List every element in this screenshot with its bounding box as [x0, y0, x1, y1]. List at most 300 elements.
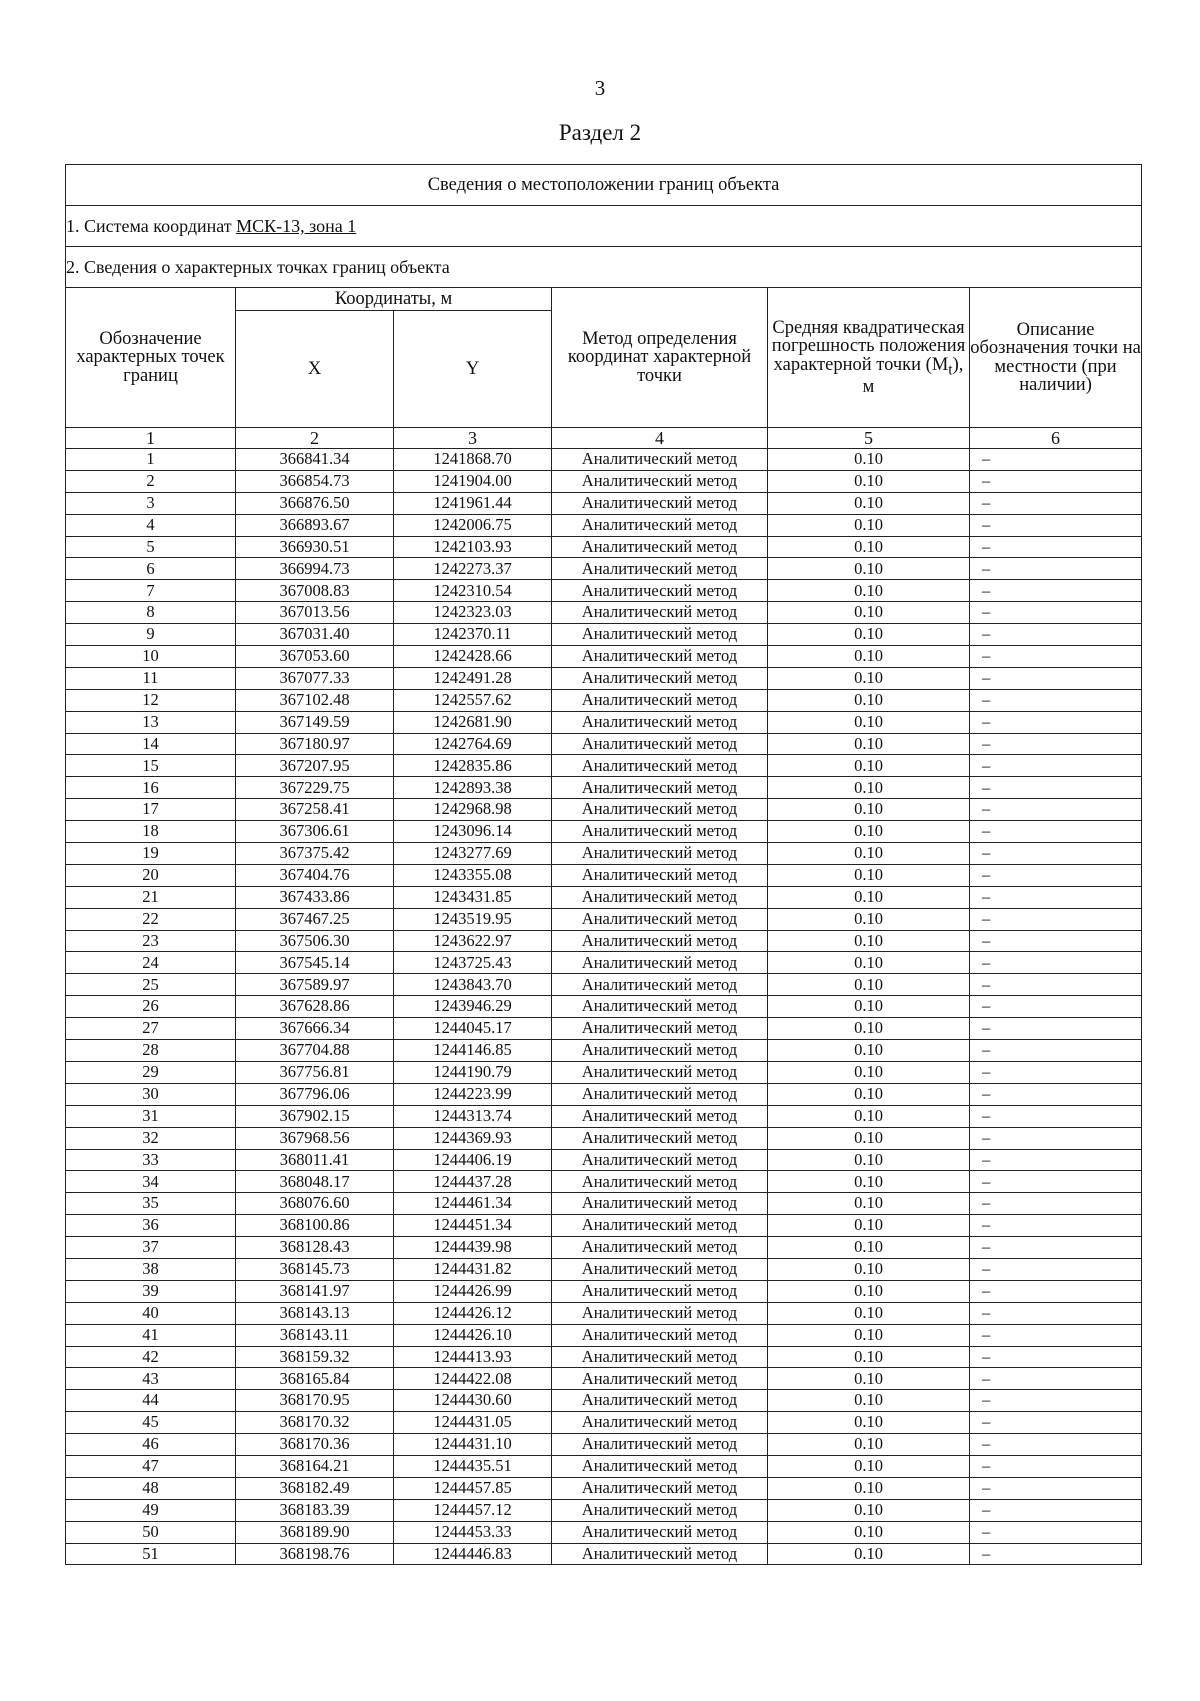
y-coordinate-cell: 1242835.86 — [394, 755, 552, 777]
table-row — [66, 602, 1142, 624]
error-cell: 0.10 — [768, 602, 970, 624]
table-row — [66, 558, 1142, 580]
method-cell: Аналитический метод — [552, 843, 768, 865]
y-coordinate-cell: 1241961.44 — [394, 492, 552, 514]
error-cell: 0.10 — [768, 689, 970, 711]
error-cell: 0.10 — [768, 1237, 970, 1259]
method-cell: Аналитический метод — [552, 930, 768, 952]
description-cell: – — [970, 1390, 1142, 1412]
point-number-cell: 48 — [66, 1477, 236, 1499]
y-coordinate-cell: 1242968.98 — [394, 799, 552, 821]
y-coordinate-cell: 1244406.19 — [394, 1149, 552, 1171]
x-coordinate-cell: 367666.34 — [236, 1018, 394, 1040]
x-coordinate-cell: 367258.41 — [236, 799, 394, 821]
error-cell: 0.10 — [768, 974, 970, 996]
method-cell: Аналитический метод — [552, 1193, 768, 1215]
error-cell: 0.10 — [768, 1193, 970, 1215]
error-cell: 0.10 — [768, 952, 970, 974]
y-coordinate-cell: 1242681.90 — [394, 711, 552, 733]
point-number-cell: 33 — [66, 1149, 236, 1171]
method-cell: Аналитический метод — [552, 580, 768, 602]
x-coordinate-cell: 368141.97 — [236, 1280, 394, 1302]
y-coordinate-cell: 1244045.17 — [394, 1018, 552, 1040]
x-coordinate-cell: 367102.48 — [236, 689, 394, 711]
point-number-cell: 30 — [66, 1083, 236, 1105]
error-cell: 0.10 — [768, 755, 970, 777]
error-cell: 0.10 — [768, 1543, 970, 1565]
description-cell: – — [970, 1193, 1142, 1215]
x-coordinate-cell: 367968.56 — [236, 1127, 394, 1149]
method-cell: Аналитический метод — [552, 1018, 768, 1040]
method-cell: Аналитический метод — [552, 1368, 768, 1390]
x-coordinate-cell: 366876.50 — [236, 492, 394, 514]
method-cell: Аналитический метод — [552, 1434, 768, 1456]
point-number-cell: 22 — [66, 908, 236, 930]
y-coordinate-cell: 1244422.08 — [394, 1368, 552, 1390]
method-cell: Аналитический метод — [552, 1040, 768, 1062]
column-number: 6 — [970, 428, 1142, 449]
y-coordinate-cell: 1242893.38 — [394, 777, 552, 799]
error-cell: 0.10 — [768, 1018, 970, 1040]
description-cell: – — [970, 646, 1142, 668]
x-coordinate-cell: 368143.13 — [236, 1302, 394, 1324]
error-cell: 0.10 — [768, 1434, 970, 1456]
table-row — [66, 536, 1142, 558]
method-cell: Аналитический метод — [552, 1455, 768, 1477]
table-row — [66, 777, 1142, 799]
point-number-cell: 47 — [66, 1455, 236, 1477]
y-coordinate-cell: 1244369.93 — [394, 1127, 552, 1149]
y-coordinate-cell: 1244431.10 — [394, 1434, 552, 1456]
table-row — [66, 952, 1142, 974]
y-coordinate-cell: 1244430.60 — [394, 1390, 552, 1412]
y-coordinate-cell: 1241868.70 — [394, 449, 552, 471]
y-coordinate-cell: 1243355.08 — [394, 864, 552, 886]
error-cell: 0.10 — [768, 1412, 970, 1434]
description-cell: – — [970, 449, 1142, 471]
point-number-cell: 34 — [66, 1171, 236, 1193]
table-row — [66, 1105, 1142, 1127]
point-number-cell: 24 — [66, 952, 236, 974]
method-cell: Аналитический метод — [552, 689, 768, 711]
method-cell: Аналитический метод — [552, 1477, 768, 1499]
coordinate-system-value: МСК-13, зона 1 — [236, 216, 357, 236]
table-row — [66, 1477, 1142, 1499]
method-cell: Аналитический метод — [552, 1543, 768, 1565]
y-coordinate-cell: 1241904.00 — [394, 470, 552, 492]
header-description: Описание обозначения точки на местности (при наличии) — [970, 288, 1142, 428]
point-number-cell: 41 — [66, 1324, 236, 1346]
description-cell: – — [970, 1346, 1142, 1368]
description-cell: – — [970, 1061, 1142, 1083]
x-coordinate-cell: 368198.76 — [236, 1543, 394, 1565]
x-coordinate-cell: 366841.34 — [236, 449, 394, 471]
error-cell: 0.10 — [768, 821, 970, 843]
point-number-cell: 4 — [66, 514, 236, 536]
table-row — [66, 908, 1142, 930]
description-cell: – — [970, 536, 1142, 558]
table-row — [66, 1149, 1142, 1171]
y-coordinate-cell: 1244446.83 — [394, 1543, 552, 1565]
error-cell: 0.10 — [768, 667, 970, 689]
point-number-cell: 20 — [66, 864, 236, 886]
description-cell: – — [970, 1149, 1142, 1171]
column-number: 1 — [66, 428, 236, 449]
description-cell: – — [970, 1434, 1142, 1456]
x-coordinate-cell: 368076.60 — [236, 1193, 394, 1215]
column-number: 2 — [236, 428, 394, 449]
error-cell: 0.10 — [768, 536, 970, 558]
error-cell: 0.10 — [768, 1390, 970, 1412]
description-cell: – — [970, 1412, 1142, 1434]
x-coordinate-cell: 367207.95 — [236, 755, 394, 777]
description-cell: – — [970, 689, 1142, 711]
method-cell: Аналитический метод — [552, 908, 768, 930]
header-error — [768, 288, 970, 428]
y-coordinate-cell: 1242103.93 — [394, 536, 552, 558]
point-number-cell: 10 — [66, 646, 236, 668]
method-cell: Аналитический метод — [552, 733, 768, 755]
column-number: 5 — [768, 428, 970, 449]
point-number-cell: 36 — [66, 1215, 236, 1237]
point-number-cell: 2 — [66, 470, 236, 492]
method-cell: Аналитический метод — [552, 1127, 768, 1149]
y-coordinate-cell: 1242491.28 — [394, 667, 552, 689]
point-number-cell: 16 — [66, 777, 236, 799]
table-row — [66, 1412, 1142, 1434]
point-number-cell: 15 — [66, 755, 236, 777]
table-row — [66, 1018, 1142, 1040]
header-coordinates: Координаты, м — [236, 288, 552, 311]
x-coordinate-cell: 367902.15 — [236, 1105, 394, 1127]
y-coordinate-cell: 1244439.98 — [394, 1237, 552, 1259]
description-cell: – — [970, 1237, 1142, 1259]
description-cell: – — [970, 821, 1142, 843]
point-number-cell: 43 — [66, 1368, 236, 1390]
table-row — [66, 667, 1142, 689]
description-cell: – — [970, 1499, 1142, 1521]
table-row — [66, 689, 1142, 711]
error-cell: 0.10 — [768, 514, 970, 536]
y-coordinate-cell: 1244457.12 — [394, 1499, 552, 1521]
x-coordinate-cell: 368164.21 — [236, 1455, 394, 1477]
y-coordinate-cell: 1242323.03 — [394, 602, 552, 624]
error-cell: 0.10 — [768, 1083, 970, 1105]
y-coordinate-cell: 1244426.10 — [394, 1324, 552, 1346]
table-row — [66, 514, 1142, 536]
method-cell: Аналитический метод — [552, 602, 768, 624]
description-cell: – — [970, 558, 1142, 580]
table-row — [66, 1127, 1142, 1149]
boundary-points-table — [65, 164, 1142, 1565]
table-row — [66, 470, 1142, 492]
point-number-cell: 51 — [66, 1543, 236, 1565]
x-coordinate-cell: 367375.42 — [236, 843, 394, 865]
x-coordinate-cell: 367008.83 — [236, 580, 394, 602]
x-coordinate-cell: 368165.84 — [236, 1368, 394, 1390]
table-row — [66, 492, 1142, 514]
x-coordinate-cell: 366994.73 — [236, 558, 394, 580]
point-number-cell: 11 — [66, 667, 236, 689]
point-number-cell: 42 — [66, 1346, 236, 1368]
error-cell: 0.10 — [768, 646, 970, 668]
table-row — [66, 1083, 1142, 1105]
page-number: 3 — [594, 76, 606, 100]
table-row — [66, 886, 1142, 908]
x-coordinate-cell: 368159.32 — [236, 1346, 394, 1368]
description-cell: – — [970, 886, 1142, 908]
error-cell: 0.10 — [768, 1521, 970, 1543]
method-cell: Аналитический метод — [552, 667, 768, 689]
y-coordinate-cell: 1244431.82 — [394, 1258, 552, 1280]
table-row — [66, 1521, 1142, 1543]
table-row — [66, 1280, 1142, 1302]
x-coordinate-cell: 368170.36 — [236, 1434, 394, 1456]
table-row — [66, 1368, 1142, 1390]
y-coordinate-cell: 1244453.33 — [394, 1521, 552, 1543]
x-coordinate-cell: 367031.40 — [236, 624, 394, 646]
table-row — [66, 1543, 1142, 1565]
y-coordinate-cell: 1242764.69 — [394, 733, 552, 755]
error-cell: 0.10 — [768, 1499, 970, 1521]
method-cell: Аналитический метод — [552, 1083, 768, 1105]
x-coordinate-cell: 367013.56 — [236, 602, 394, 624]
description-cell: – — [970, 1521, 1142, 1543]
error-cell: 0.10 — [768, 777, 970, 799]
error-cell: 0.10 — [768, 843, 970, 865]
x-coordinate-cell: 366854.73 — [236, 470, 394, 492]
table-row — [66, 1455, 1142, 1477]
method-cell: Аналитический метод — [552, 777, 768, 799]
description-cell: – — [970, 711, 1142, 733]
method-cell: Аналитический метод — [552, 1412, 768, 1434]
method-cell: Аналитический метод — [552, 536, 768, 558]
point-number-cell: 39 — [66, 1280, 236, 1302]
description-cell: – — [970, 470, 1142, 492]
y-coordinate-cell: 1244431.05 — [394, 1412, 552, 1434]
method-cell: Аналитический метод — [552, 1215, 768, 1237]
coordinate-system-line — [66, 206, 1142, 247]
table-row — [66, 1258, 1142, 1280]
header-error-subscript: t — [948, 361, 953, 379]
method-cell: Аналитический метод — [552, 799, 768, 821]
y-coordinate-cell: 1244457.85 — [394, 1477, 552, 1499]
error-cell: 0.10 — [768, 886, 970, 908]
method-cell: Аналитический метод — [552, 1499, 768, 1521]
table-row — [66, 864, 1142, 886]
error-cell: 0.10 — [768, 1258, 970, 1280]
point-number-cell: 8 — [66, 602, 236, 624]
error-cell: 0.10 — [768, 1477, 970, 1499]
description-cell: – — [970, 667, 1142, 689]
description-cell: – — [970, 602, 1142, 624]
description-cell: – — [970, 1368, 1142, 1390]
description-cell: – — [970, 1040, 1142, 1062]
x-coordinate-cell: 368100.86 — [236, 1215, 394, 1237]
error-cell: 0.10 — [768, 996, 970, 1018]
table-row — [66, 1040, 1142, 1062]
table-row — [66, 1499, 1142, 1521]
point-number-cell: 18 — [66, 821, 236, 843]
error-cell: 0.10 — [768, 449, 970, 471]
error-cell: 0.10 — [768, 733, 970, 755]
description-cell: – — [970, 1105, 1142, 1127]
method-cell: Аналитический метод — [552, 1324, 768, 1346]
x-coordinate-cell: 367589.97 — [236, 974, 394, 996]
error-cell: 0.10 — [768, 1346, 970, 1368]
x-coordinate-cell: 368128.43 — [236, 1237, 394, 1259]
description-cell: – — [970, 1543, 1142, 1565]
point-number-cell: 45 — [66, 1412, 236, 1434]
point-number-cell: 28 — [66, 1040, 236, 1062]
y-coordinate-cell: 1244435.51 — [394, 1455, 552, 1477]
point-number-cell: 26 — [66, 996, 236, 1018]
y-coordinate-cell: 1243431.85 — [394, 886, 552, 908]
table-row — [66, 1324, 1142, 1346]
description-cell: – — [970, 974, 1142, 996]
method-cell: Аналитический метод — [552, 996, 768, 1018]
table-row — [66, 799, 1142, 821]
y-coordinate-cell: 1243725.43 — [394, 952, 552, 974]
description-cell: – — [970, 799, 1142, 821]
table-row — [66, 930, 1142, 952]
description-cell: – — [970, 1127, 1142, 1149]
x-coordinate-cell: 367053.60 — [236, 646, 394, 668]
y-coordinate-cell: 1242428.66 — [394, 646, 552, 668]
method-cell: Аналитический метод — [552, 1390, 768, 1412]
method-cell: Аналитический метод — [552, 1105, 768, 1127]
method-cell: Аналитический метод — [552, 821, 768, 843]
method-cell: Аналитический метод — [552, 470, 768, 492]
method-cell: Аналитический метод — [552, 514, 768, 536]
table-row — [66, 974, 1142, 996]
x-coordinate-cell: 367180.97 — [236, 733, 394, 755]
coordinate-system-label: 1. Система координат — [66, 216, 237, 236]
error-cell: 0.10 — [768, 1455, 970, 1477]
point-number-cell: 6 — [66, 558, 236, 580]
y-coordinate-cell: 1244426.12 — [394, 1302, 552, 1324]
y-coordinate-cell: 1242370.11 — [394, 624, 552, 646]
table-row — [66, 733, 1142, 755]
y-coordinate-cell: 1244146.85 — [394, 1040, 552, 1062]
description-cell: – — [970, 624, 1142, 646]
method-cell: Аналитический метод — [552, 492, 768, 514]
x-coordinate-cell: 367704.88 — [236, 1040, 394, 1062]
table-row — [66, 1061, 1142, 1083]
y-coordinate-cell: 1242006.75 — [394, 514, 552, 536]
point-number-cell: 46 — [66, 1434, 236, 1456]
header-point-id: Обозначение характерных точек границ — [66, 288, 236, 428]
x-coordinate-cell: 367467.25 — [236, 908, 394, 930]
x-coordinate-cell: 368143.11 — [236, 1324, 394, 1346]
header-x: X — [236, 311, 394, 428]
table-row — [66, 1237, 1142, 1259]
point-number-cell: 40 — [66, 1302, 236, 1324]
method-cell: Аналитический метод — [552, 624, 768, 646]
description-cell: – — [970, 1324, 1142, 1346]
error-cell: 0.10 — [768, 930, 970, 952]
method-cell: Аналитический метод — [552, 1061, 768, 1083]
x-coordinate-cell: 367628.86 — [236, 996, 394, 1018]
table-row — [66, 646, 1142, 668]
y-coordinate-cell: 1243277.69 — [394, 843, 552, 865]
y-coordinate-cell: 1244223.99 — [394, 1083, 552, 1105]
x-coordinate-cell: 367506.30 — [236, 930, 394, 952]
description-cell: – — [970, 492, 1142, 514]
column-number: 4 — [552, 428, 768, 449]
error-cell: 0.10 — [768, 1061, 970, 1083]
point-number-cell: 31 — [66, 1105, 236, 1127]
x-coordinate-cell: 368183.39 — [236, 1499, 394, 1521]
point-number-cell: 5 — [66, 536, 236, 558]
method-cell: Аналитический метод — [552, 711, 768, 733]
x-coordinate-cell: 368170.32 — [236, 1412, 394, 1434]
error-cell: 0.10 — [768, 470, 970, 492]
error-cell: 0.10 — [768, 1215, 970, 1237]
y-coordinate-cell: 1243843.70 — [394, 974, 552, 996]
table-row — [66, 1390, 1142, 1412]
table-row — [66, 624, 1142, 646]
point-number-cell: 17 — [66, 799, 236, 821]
method-cell: Аналитический метод — [552, 449, 768, 471]
method-cell: Аналитический метод — [552, 1280, 768, 1302]
point-number-cell: 7 — [66, 580, 236, 602]
point-number-cell: 12 — [66, 689, 236, 711]
error-cell: 0.10 — [768, 1302, 970, 1324]
x-coordinate-cell: 367404.76 — [236, 864, 394, 886]
description-cell: – — [970, 1258, 1142, 1280]
x-coordinate-cell: 367545.14 — [236, 952, 394, 974]
point-number-cell: 29 — [66, 1061, 236, 1083]
table-row — [66, 449, 1142, 471]
y-coordinate-cell: 1242310.54 — [394, 580, 552, 602]
x-coordinate-cell: 368048.17 — [236, 1171, 394, 1193]
x-coordinate-cell: 367796.06 — [236, 1083, 394, 1105]
x-coordinate-cell: 366893.67 — [236, 514, 394, 536]
error-cell: 0.10 — [768, 1105, 970, 1127]
y-coordinate-cell: 1243096.14 — [394, 821, 552, 843]
description-cell: – — [970, 1171, 1142, 1193]
description-cell: – — [970, 1302, 1142, 1324]
y-coordinate-cell: 1244461.34 — [394, 1193, 552, 1215]
description-cell: – — [970, 930, 1142, 952]
y-coordinate-cell: 1244190.79 — [394, 1061, 552, 1083]
description-cell: – — [970, 996, 1142, 1018]
error-cell: 0.10 — [768, 624, 970, 646]
error-cell: 0.10 — [768, 558, 970, 580]
table-row — [66, 1434, 1142, 1456]
y-coordinate-cell: 1243622.97 — [394, 930, 552, 952]
description-cell: – — [970, 1083, 1142, 1105]
error-cell: 0.10 — [768, 908, 970, 930]
y-coordinate-cell: 1244313.74 — [394, 1105, 552, 1127]
method-cell: Аналитический метод — [552, 1346, 768, 1368]
point-number-cell: 44 — [66, 1390, 236, 1412]
error-cell: 0.10 — [768, 864, 970, 886]
x-coordinate-cell: 367306.61 — [236, 821, 394, 843]
error-cell: 0.10 — [768, 799, 970, 821]
section-title: Раздел 2 — [558, 120, 642, 145]
method-cell: Аналитический метод — [552, 864, 768, 886]
table-row — [66, 755, 1142, 777]
y-coordinate-cell: 1242557.62 — [394, 689, 552, 711]
y-coordinate-cell: 1244437.28 — [394, 1171, 552, 1193]
description-cell: – — [970, 1018, 1142, 1040]
column-number-row — [66, 428, 1142, 449]
x-coordinate-cell: 367149.59 — [236, 711, 394, 733]
x-coordinate-cell: 367229.75 — [236, 777, 394, 799]
point-number-cell: 19 — [66, 843, 236, 865]
